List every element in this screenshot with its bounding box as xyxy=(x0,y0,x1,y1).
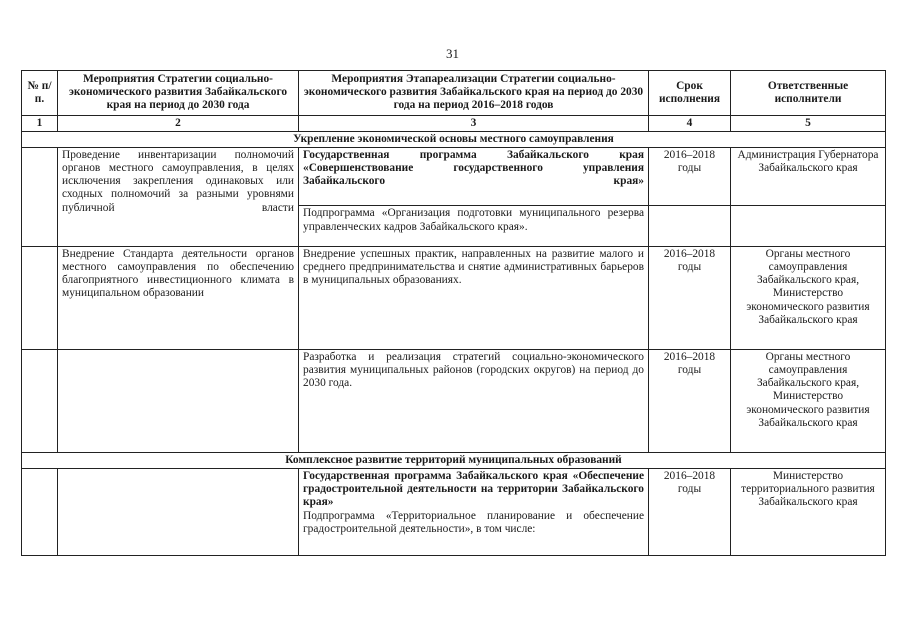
strategy-table xyxy=(21,70,886,556)
state-program: Государственная программа Забайкальского края «Совершенствование государственного управления Забайкальского края» xyxy=(299,147,649,206)
strategy-measure-empty xyxy=(58,469,299,556)
column-number: 4 xyxy=(649,115,731,131)
strategy-measure: Проведение инвентаризации полномочий органов местного самоуправления, в целях исключения закрепления одинаковых или сходных полномочий за разными уровнями публичной власти xyxy=(58,147,299,246)
responsible-cell-empty xyxy=(731,206,886,246)
responsible-cell: Администрация Губернатора Забайкальского края xyxy=(731,147,886,206)
row-number xyxy=(22,469,58,556)
column-number: 3 xyxy=(299,115,649,131)
section-row xyxy=(22,452,886,468)
header-stage: Мероприятия Этапареализации Стратегии социально-экономического развития Забайкальского края на период до 2030 года на период 2016–2018 годов xyxy=(299,71,649,116)
table-row xyxy=(22,349,886,452)
strategy-measure-empty xyxy=(58,349,299,452)
column-number-row xyxy=(22,115,886,131)
responsible-cell: Министерство территориального развития Забайкальского края xyxy=(731,469,886,556)
row-number xyxy=(22,349,58,452)
page-number: 31 xyxy=(446,46,459,61)
table-row xyxy=(22,147,886,206)
table-row xyxy=(22,246,886,349)
stage-measure: Внедрение успешных практик, направленных на развитие малого и среднего предпринимательства и снятие административных барьеров в муниципальных образованиях. xyxy=(299,246,649,349)
row-number xyxy=(22,147,58,246)
term-cell: 2016–2018 годы xyxy=(649,147,731,206)
term-cell: 2016–2018 годы xyxy=(649,246,731,349)
section-row xyxy=(22,131,886,147)
column-number: 5 xyxy=(731,115,886,131)
section-title: Комплексное развитие территорий муниципальных образований xyxy=(22,452,886,468)
header-num: № п/п. xyxy=(22,71,58,116)
column-number: 2 xyxy=(58,115,299,131)
stage-measure xyxy=(299,469,649,556)
header-term: Срок исполнения xyxy=(649,71,731,116)
header-responsible: Ответственные исполнители xyxy=(731,71,886,116)
responsible-cell: Органы местного самоуправления Забайкальского края, Министерство экономического развития Забайкальского края xyxy=(731,349,886,452)
responsible-cell: Органы местного самоуправления Забайкальского края, Министерство экономического развития Забайкальского края xyxy=(731,246,886,349)
subprogram-text: Подпрограмма «Территориальное планирование и обеспечение градостроительной деятельности», в том числе: xyxy=(303,509,644,535)
section-title: Укрепление экономической основы местного самоуправления xyxy=(22,131,886,147)
term-cell: 2016–2018 годы xyxy=(649,469,731,556)
stage-measure: Разработка и реализация стратегий социально-экономического развития муниципальных районов (городских округов) на период до 2030 года. xyxy=(299,349,649,452)
strategy-measure: Внедрение Стандарта деятельности органов местного самоуправления по обеспечению благоприятного инвестиционного климата в муниципальном образовании xyxy=(58,246,299,349)
header-row xyxy=(22,71,886,116)
state-program: Государственная программа Забайкальского края «Обеспечение градостроительной деятельности на территории Забайкальского края» xyxy=(303,470,644,509)
term-cell: 2016–2018 годы xyxy=(649,349,731,452)
term-cell-empty xyxy=(649,206,731,246)
row-number xyxy=(22,246,58,349)
header-strategy: Мероприятия Стратегии социально-экономического развития Забайкальского края на период до 2030 года xyxy=(58,71,299,116)
subprogram-cell: Подпрограмма «Организация подготовки муниципального резерва управленческих кадров Забайкальского края». xyxy=(299,206,649,246)
table-row xyxy=(22,469,886,556)
column-number: 1 xyxy=(22,115,58,131)
